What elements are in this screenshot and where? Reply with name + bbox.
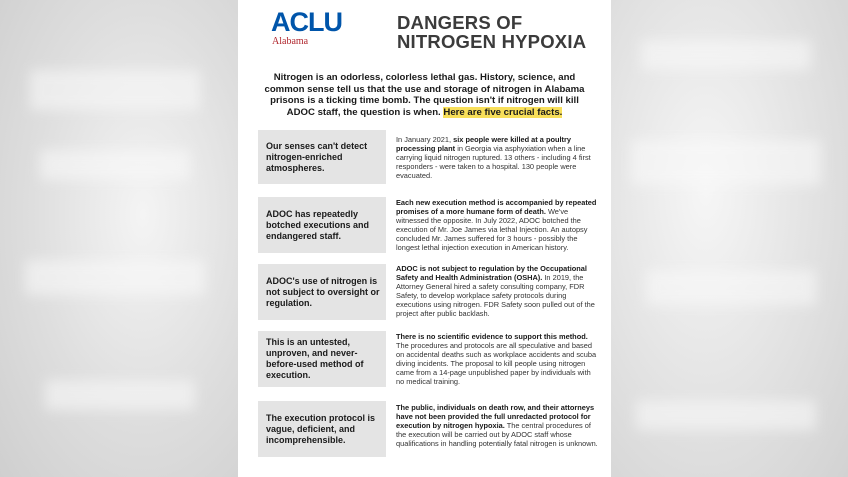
fact-detail-bold: ADOC is not subject to regulation by the Occupational Safety and Health Administration (OSHA).: [396, 264, 587, 283]
intro-highlight: Here are five crucial facts.: [443, 106, 563, 118]
intro-text: Nitrogen is an odorless, colorless lethal gas. History, science, and common sense tell us that the use and storage of nitrogen in Alabama prisons is a ticking time bomb. The question isn't if nitrogen will kill ADOC staff, the question is when.: [264, 72, 585, 118]
fact-detail: [396, 135, 598, 180]
fact-detail: [396, 264, 598, 319]
fact-claim-box: [258, 130, 386, 184]
logo-wordmark: ACLU: [271, 7, 342, 37]
fact-detail-lead: In January 2021,: [396, 135, 454, 144]
fact-detail-bold: Each new execution method is accompanied by repeated promises of a more humane form of death.: [396, 198, 597, 217]
logo-affiliate: Alabama: [272, 36, 309, 47]
fact-claim: ADOC has repeatedly botched executions and endangered staff.: [266, 208, 370, 241]
background-right: [611, 0, 848, 477]
flyer-document: [238, 0, 611, 477]
fact-claim-box: [258, 264, 386, 320]
fact-detail-bold: There is no scientific evidence to support this method.: [396, 332, 588, 341]
title-line-2: NITROGEN HYPOXIA: [397, 31, 587, 52]
fact-claim: Our senses can't detect nitrogen-enriched atmospheres.: [266, 140, 368, 173]
fact-claim: The execution protocol is vague, deficient, and incomprehensible.: [266, 412, 376, 445]
fact-claim-box: [258, 331, 386, 387]
fact-claim-box: [258, 197, 386, 253]
fact-detail-bold: The public, individuals on death row, and their attorneys have not been provided the full unredacted protocol for execution by nitrogen hypoxia.: [396, 403, 595, 431]
page-title: [397, 13, 607, 51]
fact-detail-rest: In 2019, the Attorney General hired a safety consulting company, FDR Safety, to develop workplace safety protocols during executions using nitrogen. FDR Safety soon pulled out of the project after public backlash.: [396, 273, 595, 319]
intro-paragraph: [258, 72, 591, 118]
aclu-alabama-logo: [271, 9, 342, 48]
fact-detail: [396, 332, 598, 387]
fact-claim-box: [258, 401, 386, 457]
background-left: [0, 0, 238, 477]
fact-detail-rest: We've witnessed the opposite. In July 2022, ADOC botched the execution of Mr. Joe James via lethal Injection. An autopsy concluded Mr. James suffered for 3 hours - possibly the longest lethal injection execution in American history.: [396, 207, 588, 253]
fact-claim: ADOC's use of nitrogen is not subject to oversight or regulation.: [266, 275, 380, 308]
fact-detail: [396, 403, 598, 448]
fact-detail-bold: six people were killed at a poultry processing plant: [396, 135, 572, 154]
fact-detail-rest: The procedures and protocols are all speculative and based on accidental deaths such as workplace accidents and scuba diving incidents. The proposal to kill people using nitrogen came from a 14-page unpublished paper by individuals with no medical training.: [396, 341, 597, 387]
fact-detail: [396, 198, 598, 253]
fact-detail-rest: in Georgia via asphyxiation when a line carrying liquid nitrogen ruptured. 13 others - including 4 first responders - were taken to a hospital. 130 people were evacuated.: [396, 144, 591, 181]
fact-claim: This is an untested, unproven, and never-before-used method of execution.: [266, 337, 364, 380]
fact-detail-rest: The central procedures of the execution will be carried out by ADOC staff whose qualifications in handling potentially fatal nitrogen is unknown.: [396, 421, 598, 449]
title-line-1: DANGERS OF: [397, 12, 523, 33]
